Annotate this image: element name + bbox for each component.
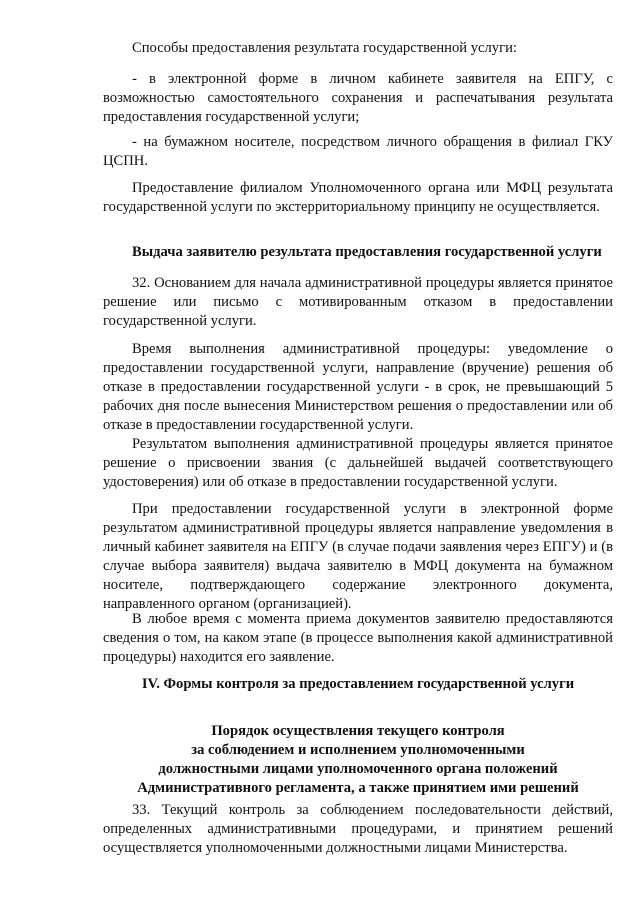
paragraph-paper-form: - на бумажном носителе, посредством личного обращения в филиал ГКУ ЦСПН.	[103, 134, 613, 169]
paragraph-32-basis: 32. Основанием для начала административной процедуры является принятое решение или письмо с мотивированным отказом в предоставлении государственной услуги.	[103, 275, 613, 329]
paragraph-electronic-form: - в электронной форме в личном кабинете заявителя на ЕПГУ, с возможностью самостоятельного сохранения и распечатывания результата предоставления государственной услуги;	[103, 71, 613, 125]
subsection-heading-line-4: Административного регламента, а также принятием ими решений	[137, 780, 579, 796]
subsection-heading-line-3: должностными лицами уполномоченного органа положений	[158, 761, 558, 777]
section-heading-control-forms: IV. Формы контроля за предоставлением государственной услуги	[141, 676, 575, 692]
section-heading-issuance: Выдача заявителю результата предоставления государственной услуги	[132, 244, 602, 260]
subsection-heading-line-1: Порядок осуществления текущего контроля	[211, 723, 505, 739]
paragraph-33-current-control: 33. Текущий контроль за соблюдением последовательности действий, определенных административными процедурами, и принятием решений осуществляется уполномоченными должностными лицами Министерства.	[103, 802, 613, 856]
paragraph-execution-time: Время выполнения административной процедуры: уведомление о предоставлении государственной услуги, направление (вручение) решения об отказе в предоставлении государственной услуги - в срок, не превышающий 5 рабочих дня после вынесения Министерством решения о предоставлении или об отказе в предоставлении государственной услуги.	[103, 341, 613, 433]
subsection-heading-line-2: за соблюдением и исполнением уполномоченными	[191, 742, 525, 758]
paragraph-result-methods-intro: Способы предоставления результата государственной услуги:	[132, 40, 517, 56]
paragraph-electronic-result: При предоставлении государственной услуги в электронной форме результатом административной процедуры является направление уведомления в личный кабинет заявителя на ЕПГУ (в случае подачи заявления через ЕПГУ) и (в случае выбора заявителя) выдача заявителю в МФЦ документа на бумажном носителе, подтверждающего содержание электронного документа, направленного органом (организацией).	[103, 501, 613, 612]
paragraph-extraterritorial: Предоставление филиалом Уполномоченного органа или МФЦ результата государственной услуги по экстерриториальному принципу не осуществляется.	[103, 180, 613, 215]
subsection-heading-current-control	[103, 722, 613, 798]
paragraph-status-info: В любое время с момента приема документов заявителю предоставляются сведения о том, на каком этапе (в процессе выполнения какой административной процедуры) находится его заявление.	[103, 611, 613, 665]
paragraph-procedure-result: Результатом выполнения административной процедуры является принятое решение о присвоении звания (с дальнейшей выдачей соответствующего удостоверения) или об отказе в предоставлении государственной услуги.	[103, 436, 613, 490]
